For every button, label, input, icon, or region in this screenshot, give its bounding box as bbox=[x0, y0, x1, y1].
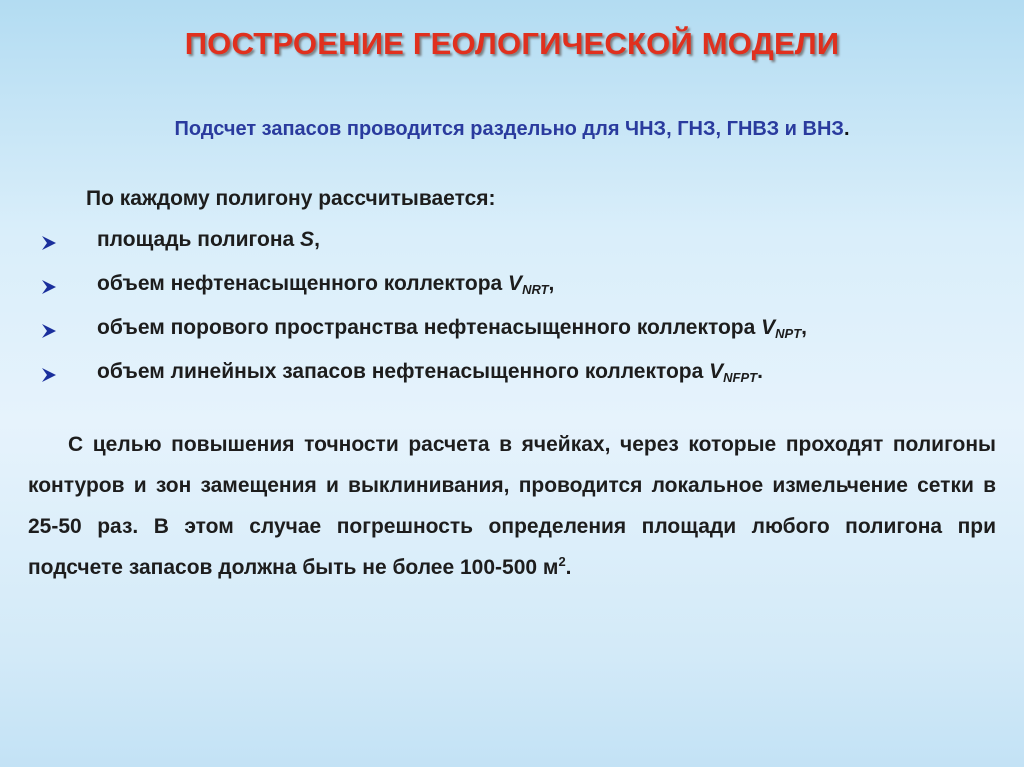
bullet-label: объем линейных запасов нефтенасыщенного коллектора bbox=[97, 360, 710, 383]
bullet-label: объем порового пространства нефтенасыщенного коллектора bbox=[97, 316, 762, 339]
subtitle bbox=[0, 118, 1024, 141]
subtitle-end: . bbox=[843, 118, 850, 140]
arrowhead-bullet-icon bbox=[40, 234, 58, 252]
bullet-subscript: NRT bbox=[522, 282, 549, 297]
bullet-variable: V bbox=[709, 360, 724, 383]
bullet-label: объем нефтенасыщенного коллектора bbox=[97, 272, 509, 295]
bullet-variable: S bbox=[300, 228, 315, 251]
bullet-subscript: NFPT bbox=[723, 370, 758, 385]
bullet-subscript: NPT bbox=[775, 326, 802, 341]
lead-text: По каждому полигону рассчитывается: bbox=[86, 187, 496, 210]
arrowhead-bullet-icon bbox=[40, 366, 58, 384]
bullet-end: , bbox=[314, 228, 320, 251]
page-title: ПОСТРОЕНИЕ ГЕОЛОГИЧЕСКОЙ МОДЕЛИ bbox=[184, 26, 840, 61]
paragraph-end: . bbox=[565, 556, 572, 579]
bullet-variable: V bbox=[761, 316, 776, 339]
bullet-label: площадь полигона bbox=[97, 228, 301, 251]
bullet-text bbox=[97, 360, 763, 385]
bullet-text bbox=[97, 228, 320, 252]
bullet-end: , bbox=[548, 272, 555, 295]
body-paragraph bbox=[28, 424, 996, 588]
arrowhead-bullet-icon bbox=[40, 322, 58, 340]
bullet-variable: V bbox=[508, 272, 523, 295]
subtitle-text: Подсчет запасов проводится раздельно для ЧНЗ, ГНЗ, ГНВЗ и ВНЗ bbox=[174, 118, 844, 140]
bullet-end: . bbox=[757, 360, 763, 383]
unit-superscript: 2 bbox=[558, 554, 566, 569]
bullet-end: , bbox=[801, 316, 807, 339]
bullet-text bbox=[97, 316, 807, 341]
paragraph-text: С целью повышения точности расчета в ячейках, через которые проходят полигоны контуров и зон замещения и выклинивания, проводится локальное измельчение сетки в 25-50 раз. В этом случае погрешность определения площади любого полигона при подсчете запасов должна быть не более 100-500 м bbox=[28, 433, 996, 579]
bullet-text bbox=[97, 272, 554, 297]
arrowhead-bullet-icon bbox=[40, 278, 58, 296]
